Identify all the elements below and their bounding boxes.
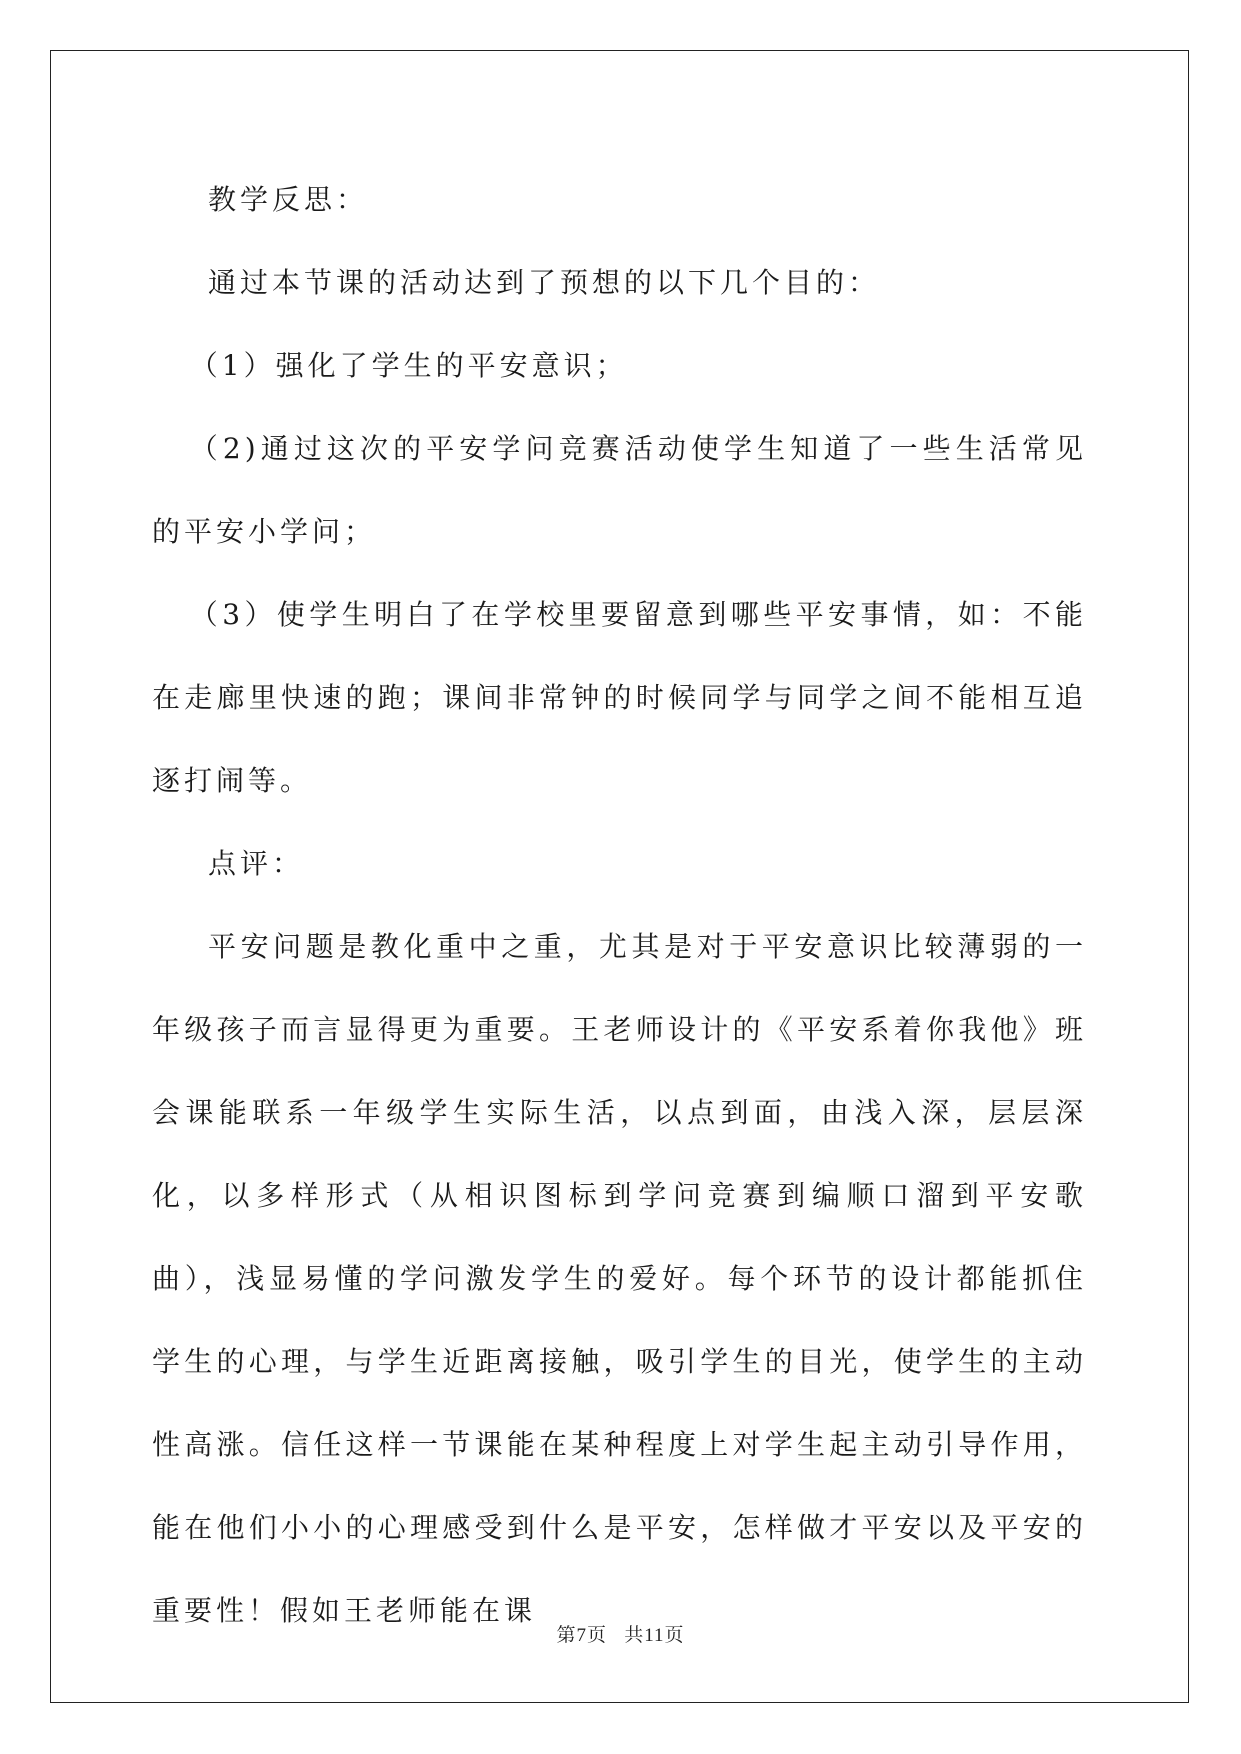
document-body	[152, 158, 1087, 1652]
page-number: 第7页	[556, 1625, 607, 1646]
paragraph-item-3: （3）使学生明白了在学校里要留意到哪些平安事情，如：不能在走廊里快速的跑；课间非常钟的时候同学与同学之间不能相互追逐打闹等。	[152, 598, 1087, 797]
paragraph-intro: 通过本节课的活动达到了预想的以下几个目的：	[208, 266, 881, 299]
paragraph-item-2: （2)通过这次的平安学问竞赛活动使学生知道了一些生活常见的平安小学问；	[152, 432, 1087, 548]
paragraph-comment-body: 平安问题是教化重中之重，尤其是对于平安意识比较薄弱的一年级孩子而言显得更为重要。王老师设计的《平安系着你我他》班会课能联系一年级学生实际生活，以点到面，由浅入深，层层深化，以多样形式（从相识图标到学问竞赛到编顺口溜到平安歌曲），浅显易懂的学问激发学生的爱好。每个环节的设计都能抓住学生的心理，与学生近距离接触，吸引学生的目光，使学生的主动性高涨。信任这样一节课能在某种程度上对学生起主动引导作用，能在他们小小的心理感受到什么是平安，怎样做才平安以及平安的重要性！假如王老师能在课	[152, 930, 1087, 1627]
paragraph-heading-comment: 点评：	[208, 847, 305, 880]
page-total: 共11页	[624, 1625, 685, 1646]
paragraph-heading-reflection: 教学反思：	[208, 183, 369, 216]
paragraph-item-1: （1）强化了学生的平安意识；	[189, 349, 628, 382]
page-footer	[0, 1620, 1241, 1647]
